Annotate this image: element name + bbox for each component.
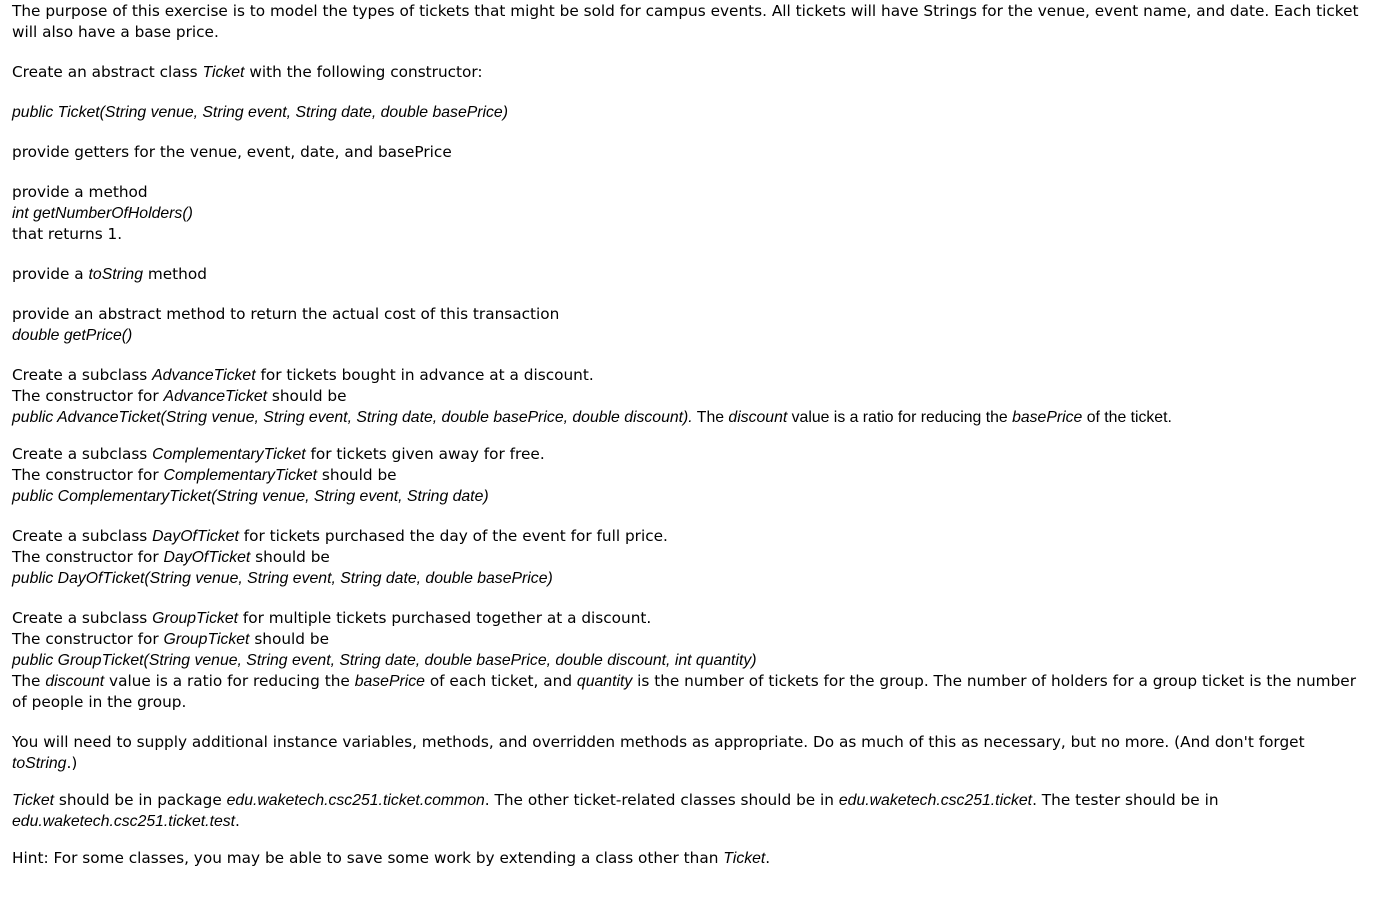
text-run: Create a subclass [12, 366, 153, 384]
class-name-ticket: Ticket [723, 850, 766, 867]
text-run: . The other ticket-related classes should be in [484, 791, 839, 809]
text-run: that returns 1. [12, 225, 123, 243]
groupticket-constructor-signature: public GroupTicket(String venue, String event, String date, double basePrice, double discount, int quantity) [12, 652, 757, 669]
text-run: Create an abstract class [12, 63, 203, 81]
term-baseprice: basePrice [1012, 409, 1083, 426]
class-name-complementaryticket: ComplementaryTicket [152, 446, 306, 463]
term-quantity: quantity [576, 673, 633, 690]
term-baseprice: basePrice [354, 673, 425, 690]
text-run: provide a [12, 265, 89, 283]
ticket-constructor-signature: public Ticket(String venue, String event, String date, double basePrice) [12, 104, 508, 121]
getters-paragraph [12, 142, 1372, 163]
class-name-complementaryticket: ComplementaryTicket [163, 467, 318, 484]
dayofticket-constructor-signature: public DayOfTicket(String venue, String event, String date, double basePrice) [12, 570, 553, 587]
class-name-advanceticket: AdvanceTicket [163, 388, 268, 405]
class-name-dayofticket: DayOfTicket [163, 549, 251, 566]
holders-method-paragraph [12, 182, 1372, 245]
text-run: should be [317, 466, 397, 484]
group-ticket-paragraph [12, 608, 1372, 713]
text-run: The constructor for [12, 387, 164, 405]
text-run: should be in package [54, 791, 227, 809]
holders-method-signature: int getNumberOfHolders() [12, 205, 193, 222]
text-run: should be [249, 630, 329, 648]
assignment-document [12, 1, 1372, 888]
text-run: for multiple tickets purchased together at a discount. [238, 609, 652, 627]
intro-paragraph [12, 1, 1372, 43]
term-discount: discount [45, 673, 105, 690]
advanceticket-constructor-signature: public AdvanceTicket(String venue, String event, String date, double basePrice, double discount). [12, 409, 693, 426]
text-run: Hint: For some classes, you may be able to save some work by extending a class other than [12, 849, 724, 867]
abstract-class-paragraph [12, 62, 1372, 83]
term-discount: discount [728, 409, 788, 426]
text-run: . The tester should be in [1032, 791, 1219, 809]
package-common: edu.waketech.csc251.ticket.common [226, 792, 485, 809]
package-ticket: edu.waketech.csc251.ticket [838, 792, 1033, 809]
text-run: . [235, 812, 240, 830]
text-run: The constructor for [12, 548, 164, 566]
text-run: You will need to supply additional instance variables, methods, and overridden methods as appropriate. Do as much of this as necessary, but no more. (And don't forget [12, 733, 1305, 751]
class-name-groupticket: GroupTicket [152, 610, 239, 627]
getprice-paragraph [12, 304, 1372, 346]
text-run: is the number of tickets for the group. The number of holders for a group ticket is the number of people in the group. [12, 672, 1356, 711]
tostring-paragraph [12, 264, 1372, 285]
getters-text: provide getters for the venue, event, date, and basePrice [12, 143, 452, 161]
text-run: provide an abstract method to return the actual cost of this transaction [12, 305, 560, 323]
text-run: value is a ratio for reducing the [787, 409, 1013, 426]
advance-ticket-paragraph [12, 365, 1372, 428]
text-run: of the ticket. [1082, 409, 1172, 426]
text-run: The constructor for [12, 630, 164, 648]
text-run: .) [66, 754, 78, 772]
dayof-ticket-paragraph [12, 526, 1372, 589]
text-run: should be [267, 387, 347, 405]
text-run: provide a method [12, 183, 148, 201]
packages-paragraph [12, 790, 1372, 832]
text-run: for tickets bought in advance at a discount. [255, 366, 594, 384]
text-run: value is a ratio for reducing the [104, 672, 355, 690]
text-run: . [765, 849, 771, 867]
text-run: Create a subclass [12, 445, 153, 463]
intro-text: The purpose of this exercise is to model the types of tickets that might be sold for campus events. All tickets will have Strings for the venue, event name, and date. Each ticket will also have a base price. [12, 2, 1359, 41]
text-run: Create a subclass [12, 609, 153, 627]
class-name-ticket: Ticket [12, 792, 54, 809]
text-run: Create a subclass [12, 527, 153, 545]
class-name-advanceticket: AdvanceTicket [152, 367, 256, 384]
text-run: method [143, 265, 207, 283]
text-run: The [12, 672, 46, 690]
text-run: The constructor for [12, 466, 164, 484]
complementaryticket-constructor-signature: public ComplementaryTicket(String venue, String event, String date) [12, 488, 489, 505]
class-name-groupticket: GroupTicket [163, 631, 250, 648]
text-run: The [692, 409, 729, 426]
text-run: of each ticket, and [424, 672, 577, 690]
additional-requirements-paragraph [12, 732, 1372, 774]
ticket-constructor-paragraph [12, 102, 1372, 123]
package-test: edu.waketech.csc251.ticket.test [12, 813, 236, 830]
class-name-ticket: Ticket [202, 64, 245, 81]
class-name-dayofticket: DayOfTicket [152, 528, 239, 545]
hint-paragraph [12, 848, 1372, 869]
text-run: for tickets purchased the day of the event for full price. [238, 527, 668, 545]
getprice-signature: double getPrice() [12, 327, 133, 344]
method-name-tostring: toString [12, 755, 67, 772]
text-run: for tickets given away for free. [305, 445, 545, 463]
complementary-ticket-paragraph [12, 444, 1372, 507]
method-name-tostring: toString [88, 266, 143, 283]
text-run: should be [250, 548, 330, 566]
text-run: with the following constructor: [244, 63, 483, 81]
